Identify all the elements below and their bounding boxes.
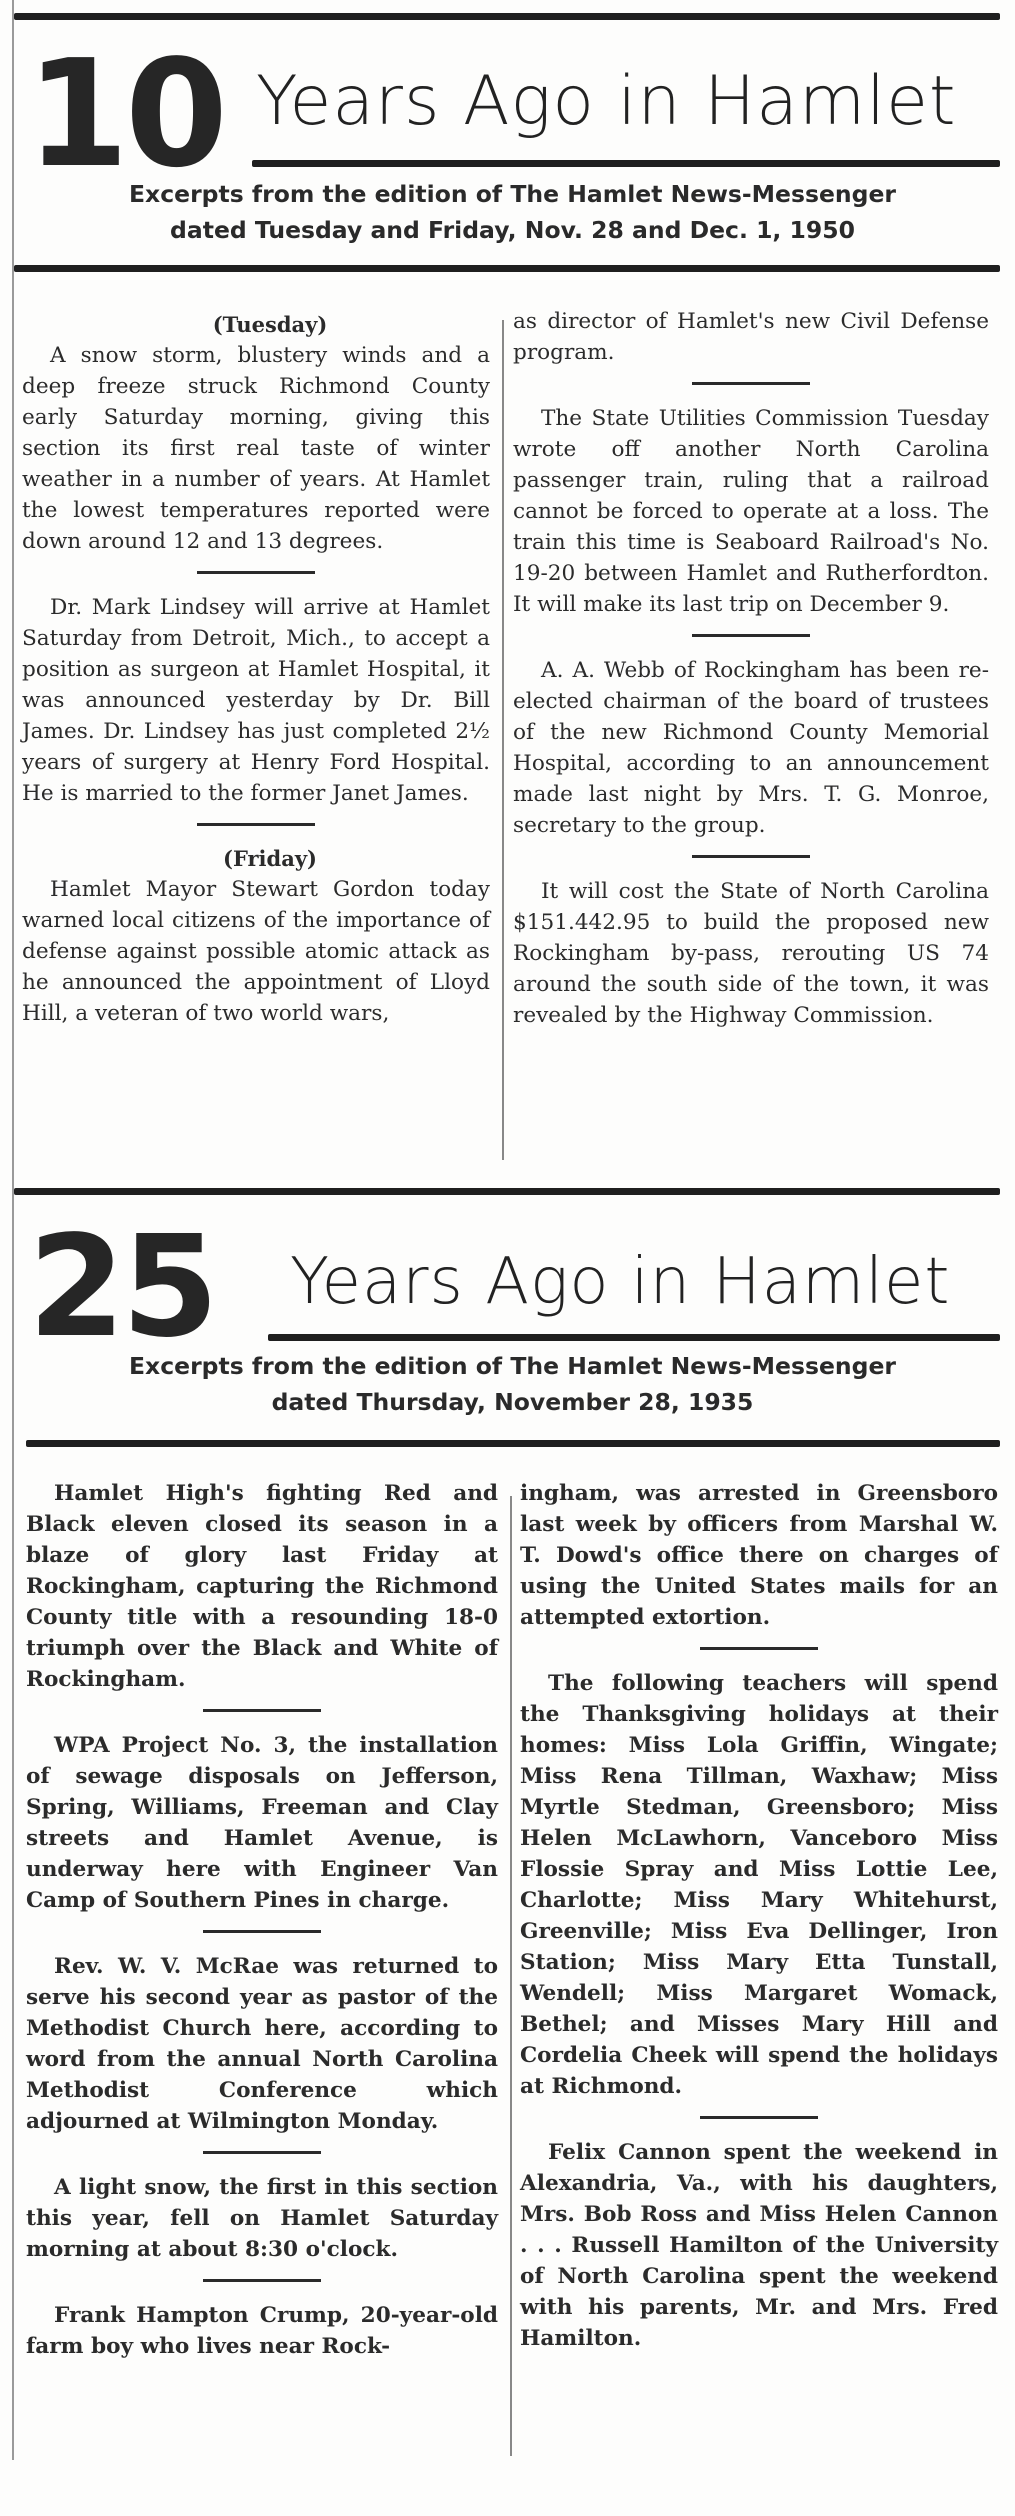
separator bbox=[197, 571, 315, 574]
article-crump-arrest: Frank Hampton Crump, 20-year-old farm boy who lives near Rock- bbox=[26, 2303, 498, 2359]
header-rule-top bbox=[14, 13, 1000, 20]
day-label-tuesday: (Tuesday) bbox=[212, 312, 328, 337]
subhead-line-2: dated Tuesday and Friday, Nov. 28 and Dec. 1, 1950 bbox=[170, 216, 855, 244]
column-left bbox=[26, 1478, 498, 2362]
subhead-line-1: Excerpts from the edition of The Hamlet News-Messenger bbox=[129, 180, 896, 208]
article-teachers-holidays: The following teachers will spend the Thanksgiving holidays at their homes: Miss Lola Griffin, Wingate; Miss Rena Tillman, Waxhaw; Miss Myrtle Stedman, Greensboro; Miss Helen McLawhorn, Vanceboro Miss Flossie Spray and Miss Lottie Lee, Charlotte; Miss Mary Whitehurst, Greenville; Miss Eva Dellinger, Iron Station; Miss Mary Etta Tunstall, Wendell; Miss Margaret Womack, Bethel; and Misses Mary Hill and Cordelia Cheek will spend the holidays at Richmond. bbox=[520, 1671, 998, 2099]
article-webb-reelected: A. A. Webb of Rockingham has been re-elected chairman of the board of trustees of the new Richmond County Memorial Hospital, according to an announcement made last night by Mrs. T. G. Monroe, secretary to the group. bbox=[513, 658, 989, 838]
article-light-snow: A light snow, the first in this section this year, fell on Hamlet Saturday morning at about 8:30 o'clock. bbox=[26, 2175, 498, 2262]
separator bbox=[203, 2279, 321, 2282]
subhead-line-2: dated Thursday, November 28, 1935 bbox=[271, 1388, 754, 1416]
article-cannon-hamilton: Felix Cannon spent the weekend in Alexandria, Va., with his daughters, Mrs. Bob Ross and Miss Helen Cannon . . . Russell Hamilton of the University of North Carolina spent the weekend with his parents, Mr. and Mrs. Fred Hamilton. bbox=[520, 2140, 998, 2351]
section-number: 10 bbox=[26, 28, 224, 200]
separator bbox=[692, 382, 810, 385]
article-wpa-project: WPA Project No. 3, the installation of sewage disposals on Jefferson, Spring, Williams, Freeman and Clay streets and Hamlet Avenue, is underway here with Engineer Van Camp of Southern Pines in charge. bbox=[26, 1733, 498, 1913]
separator bbox=[203, 2151, 321, 2154]
section-title: Years Ago in Hamlet bbox=[256, 62, 957, 141]
separator bbox=[197, 823, 315, 826]
column-divider bbox=[502, 320, 504, 1160]
separator bbox=[203, 1930, 321, 1933]
subhead-line-1: Excerpts from the edition of The Hamlet News-Messenger bbox=[129, 1352, 896, 1380]
article-civil-defense: Hamlet Mayor Stewart Gordon today warned local citizens of the importance of defense against possible atomic attack as he announced the appointment of Lloyd Hill, a veteran of two world wars, bbox=[22, 877, 490, 1026]
header-rule-top bbox=[14, 1188, 1000, 1195]
page-border-left bbox=[12, 0, 14, 2460]
header-rule-bottom bbox=[14, 265, 1000, 272]
header-rule-mid bbox=[252, 160, 1000, 167]
article-bypass-cost: It will cost the State of North Carolina $151.442.95 to build the proposed new Rockingham by-pass, rerouting US 74 around the south side of the town, it was revealed by the Highway Commission. bbox=[513, 879, 989, 1028]
header-rule-mid bbox=[268, 1334, 1000, 1341]
separator bbox=[700, 1647, 818, 1650]
article-crump-arrest-cont: ingham, was arrested in Greensboro last week by officers from Marshal W. T. Dowd's office there on charges of using the United States mails for an attempted extortion. bbox=[520, 1481, 998, 1630]
column-divider bbox=[510, 1496, 512, 2456]
article-football: Hamlet High's fighting Red and Black eleven closed its season in a blaze of glory last Friday at Rockingham, capturing the Richmond County title with a resounding 18-0 triumph over the Black and White of Rockingham. bbox=[26, 1481, 498, 1692]
column-left bbox=[22, 310, 490, 1029]
article-rev-mcrae: Rev. W. V. McRae was returned to serve his second year as pastor of the Methodist Church here, according to word from the annual North Carolina Methodist Conference which adjourned at Wilmington Monday. bbox=[26, 1954, 498, 2134]
article-civil-defense-cont: as director of Hamlet's new Civil Defense program. bbox=[513, 309, 989, 365]
article-snow-storm: A snow storm, blustery winds and a deep freeze struck Richmond County early Saturday morning, giving this section its first real taste of winter weather in a number of years. At Hamlet the lowest temperatures reported were down around 12 and 13 degrees. bbox=[22, 343, 490, 554]
article-utilities-commission: The State Utilities Commission Tuesday wrote off another North Carolina passenger train, ruling that a railroad cannot be forced to operate at a loss. The train this time is Seaboard Railroad's No. 19-20 between Hamlet and Rutherfordton. It will make its last trip on December 9. bbox=[513, 406, 989, 617]
separator bbox=[692, 634, 810, 637]
separator bbox=[700, 2116, 818, 2119]
separator bbox=[692, 855, 810, 858]
header-rule-bottom bbox=[26, 1440, 1000, 1447]
column-right bbox=[520, 1478, 998, 2354]
separator bbox=[203, 1709, 321, 1712]
section-number: 25 bbox=[28, 1206, 215, 1369]
article-dr-lindsey: Dr. Mark Lindsey will arrive at Hamlet Saturday from Detroit, Mich., to accept a position as surgeon at Hamlet Hospital, it was announced yesterday by Dr. Bill James. Dr. Lindsey has just completed 2½ years of surgery at Henry Ford Hospital. He is married to the former Janet James. bbox=[22, 595, 490, 806]
day-label-friday: (Friday) bbox=[223, 846, 317, 871]
section-title: Years Ago in Hamlet bbox=[290, 1245, 951, 1319]
column-right bbox=[513, 306, 989, 1031]
